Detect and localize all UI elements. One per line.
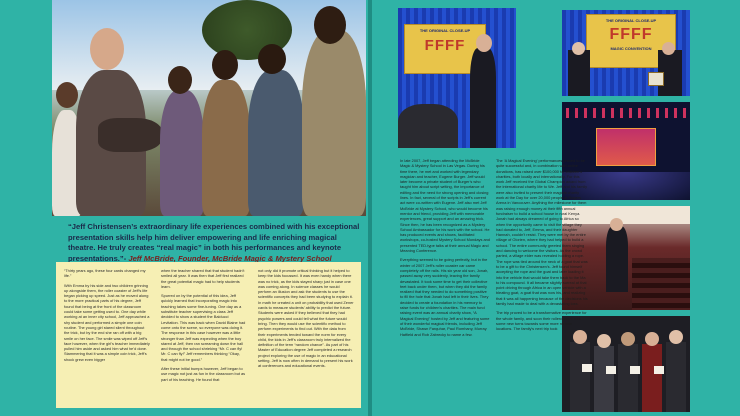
right-column-2 (496, 158, 588, 336)
certificate (654, 366, 664, 374)
paragraph: Spurred on by the potential of this idea, Jeff quickly learned that incorporating magic into teaching takes some fine-tuning. One day as a substitute teacher supervising a class Jeff decided to show a student the Balducci Levitation. This was back when David Blaine had come onto the scene, so everyone was doing it. The response in this case however was a little stronger than Jeff was expecting when the boy stared at Jeff, then ran screaming down the hall and through the school shrieking “Mr. C can fly! Mr. C can fly!” Jeff remembers thinking “Okay, that might not be good.” (161, 293, 246, 362)
paragraph: Everything seemed to be going perfectly, but in the winter of 2007 Jeff’s roller coaster car came completely off the rails. His six year old son, Jonah, passed away very suddenly, leaving the family devastated. It took some time to get their collective feet back under them, but when they did the family realized that they needed to do something positive to fill the hole that Jonah had left in their lives. They decided to create a foundation in his memory to raise funds for children’s charities. The main fund raising event was an annual charity show, “A Magical Evening” hosted by Jeff and featuring some of their wonderful magical friends, including Jeff McBride, Shawn Farquhar, Paul Romhany, Murray Hatfield and Rob Zabrecky to name a few. (400, 257, 490, 337)
goat (98, 118, 162, 152)
presenter-left (568, 50, 590, 96)
left-column-2 (161, 268, 247, 386)
audience-silhouette (398, 104, 458, 148)
paragraph: After these initial bumps however, Jeff began to use magic not just as fun in the classroom but as part of his teaching. He found that (161, 366, 246, 382)
group-person-3 (618, 344, 638, 412)
right-column-1 (400, 158, 490, 341)
left-column-1 (64, 268, 150, 366)
paragraph: In late 2007, Jeff began attending the McBride Magic & Mystery School in Las Vegas. During his time there, he met and worked with legendary magician and teacher, Eugene Burger. Jeff would later become a private student of Burger’s who taught him about script writing, the importance of editing and the need for strong opening and closing lines. In fact, several of the scripts in Jeff’s current act were co-written with Eugene. Jeff also met Jeff McBride at Mystery School, who would become his mentor and friend, providing Jeff with memorable experiences, great support and an amazing trick. Since then, he has been recognized as a Mystery School Ambassador for his work with the school. He has produced events and shows, facilitated workshops, co-hosted Mystery School Mondays and presented TED-type talks at their annual Magic and Meaning Conference. (400, 158, 490, 254)
group-person-4 (642, 344, 662, 412)
banner-bottom-text: MAGIC CONVENTION (610, 46, 652, 51)
stage-speaker-photo (398, 8, 516, 148)
paragraph: The ‘A Magical Evening’ performances proved to be quite successful and, in combination with online donations, has raised over $100,000 for children’s charities, both locally and internationally. For this work Jeff received the Global Champion award from the international charity Me to We. Jeff and his family were also invited to present their magical charity work at the Day for over 20,000 people at Rogers Arena in Vancouver. Anything the milestone for them was raising enough money at their fifth annual fundraiser to build a school house in rural Kenya. Jonah had always dreamed of going to Africa so when the opportunity came to visit the village they had donated to, Jeff, Emma, and their daughter Hannah, couldn’t resist. They were met by the entire village of Olorien, where they had helped to build a school. The entire community greeted them singing and dancing to welcome the visitors. As the crowd parted, a village elder was revealed holding a rope. The rope was tied around the neck of a goat that was to be a gift to the Christensen’s. Jeff found himself accepting the rope and the goat and later loading it into the vehicle that would take them back to the Ma to his compound. It all became slightly surreal at that point driving through Africa in an open vehicle with a bleating goat, a goat that was now his, and realizing that it was all happening because of the decisions his family had made to deal with a devastating loss. (496, 158, 588, 307)
paragraph: With Emma by his side and two children grinning up alongside them, the roller coaster of Jeff’s life began picking up speed. Just as he moved along to the more practical parts of his degree, Jeff found that being at the front of the classroom could take some getting used to. One day while working at an inner city school, Jeff approached a shy student and performed a simple one coin routine. The young girl stared silent throughout the trick, but by the end she ran off with a big smile on her face. The smile was wiped off Jeff’s face however, when the girl’s teacher immediately pulled him aside and asked him what he’d done. Stammering that it was a simple coin trick, Jeff’s shock grew even bigger (64, 282, 150, 362)
paragraph: when the teacher shared that that student hadn’t smiled all year. It was then that Jeff first realized the great potential magic had to help students learn. (161, 268, 245, 289)
group-person-2-head (597, 334, 611, 348)
villager-2 (202, 80, 250, 216)
left-column-3 (258, 268, 354, 373)
audience-seats (632, 258, 690, 310)
stage-screen (596, 128, 656, 166)
pull-quote-text: “Jeff Christensen’s extraordinary life experiences combined with his exceptional presentation skills help him deliver empowering and life enriching magical theatre. He truly creates “real magic” in both his performances and keynote presentations.”- (68, 222, 360, 263)
villager-1-head (168, 66, 192, 94)
paragraph: “Thirty years ago, these four cards changed my life.” (64, 268, 146, 279)
left-page (0, 0, 368, 416)
paragraph: The trip proved to be a transformative experience for the whole family, and soon their rollercoaster took some new turns towards some more remote locations. The family’s next trip took (496, 310, 587, 332)
award-ceremony-photo (562, 10, 690, 96)
banner-top-text: THE ORIGINAL CLOSE-UP (605, 18, 657, 23)
certificate (606, 366, 616, 374)
person-left-head (56, 82, 78, 108)
group-person-3-head (621, 332, 635, 346)
banner-top-text: THE ORIGINAL CLOSE-UP (419, 28, 471, 33)
banner-fffff: FFFF (424, 37, 466, 54)
certificate (630, 366, 640, 374)
performer (606, 226, 628, 292)
elder-coat (302, 30, 366, 216)
villager-1 (160, 90, 204, 216)
kenya-village-photo (52, 0, 366, 216)
presenter-left-head (572, 42, 585, 55)
paragraph: not only did it promote critical thinking but it helped to keep the kids focussed. It was even handy when there was no trick, as the kids stayed sharp just in case one was coming along. In science classes he would perform an illusion and ask the students to use the scientific concepts they had been studying to explain it. In math he created a unit on probability that used Zener cards to measure students’ ability to predict the future. Students were asked if they believed that they had psychic powers and could tell what the future would bring. Then they would use the scientific method to perform experiments to find out. With the data from their experiments tended toward the norm for every child, the kids in Jeff’s classroom truly internalized the definition of the term “random chance”. As part of his Master of Education degree Jeff completed a research project exploring the use of magic in an educational setting. Jeff is now often in demand to present his work at conferences and educational events. (258, 268, 354, 369)
jeff-head (90, 28, 124, 70)
villager-3-head (258, 44, 286, 74)
group-person-1 (570, 342, 590, 412)
banner-fffff: FFFF (609, 26, 653, 43)
group-person-4-head (645, 332, 659, 346)
speaker-head (476, 34, 492, 52)
pull-quote (68, 222, 364, 264)
elder-head (314, 6, 346, 44)
villager-2-head (212, 50, 238, 80)
recipient-right-head (662, 42, 675, 55)
speaker-suit (470, 48, 496, 148)
villager-3 (248, 70, 304, 216)
pull-quote-attribution: Jeff McBride, Founder, McBride Magic & Mystery School (126, 253, 332, 263)
award-plaque (648, 72, 664, 86)
group-person-2 (594, 346, 614, 412)
group-person-5-head (669, 330, 683, 344)
group-person-5 (666, 342, 686, 412)
performer-head (610, 218, 623, 231)
stage-lights (566, 108, 686, 118)
certificate (582, 364, 592, 372)
